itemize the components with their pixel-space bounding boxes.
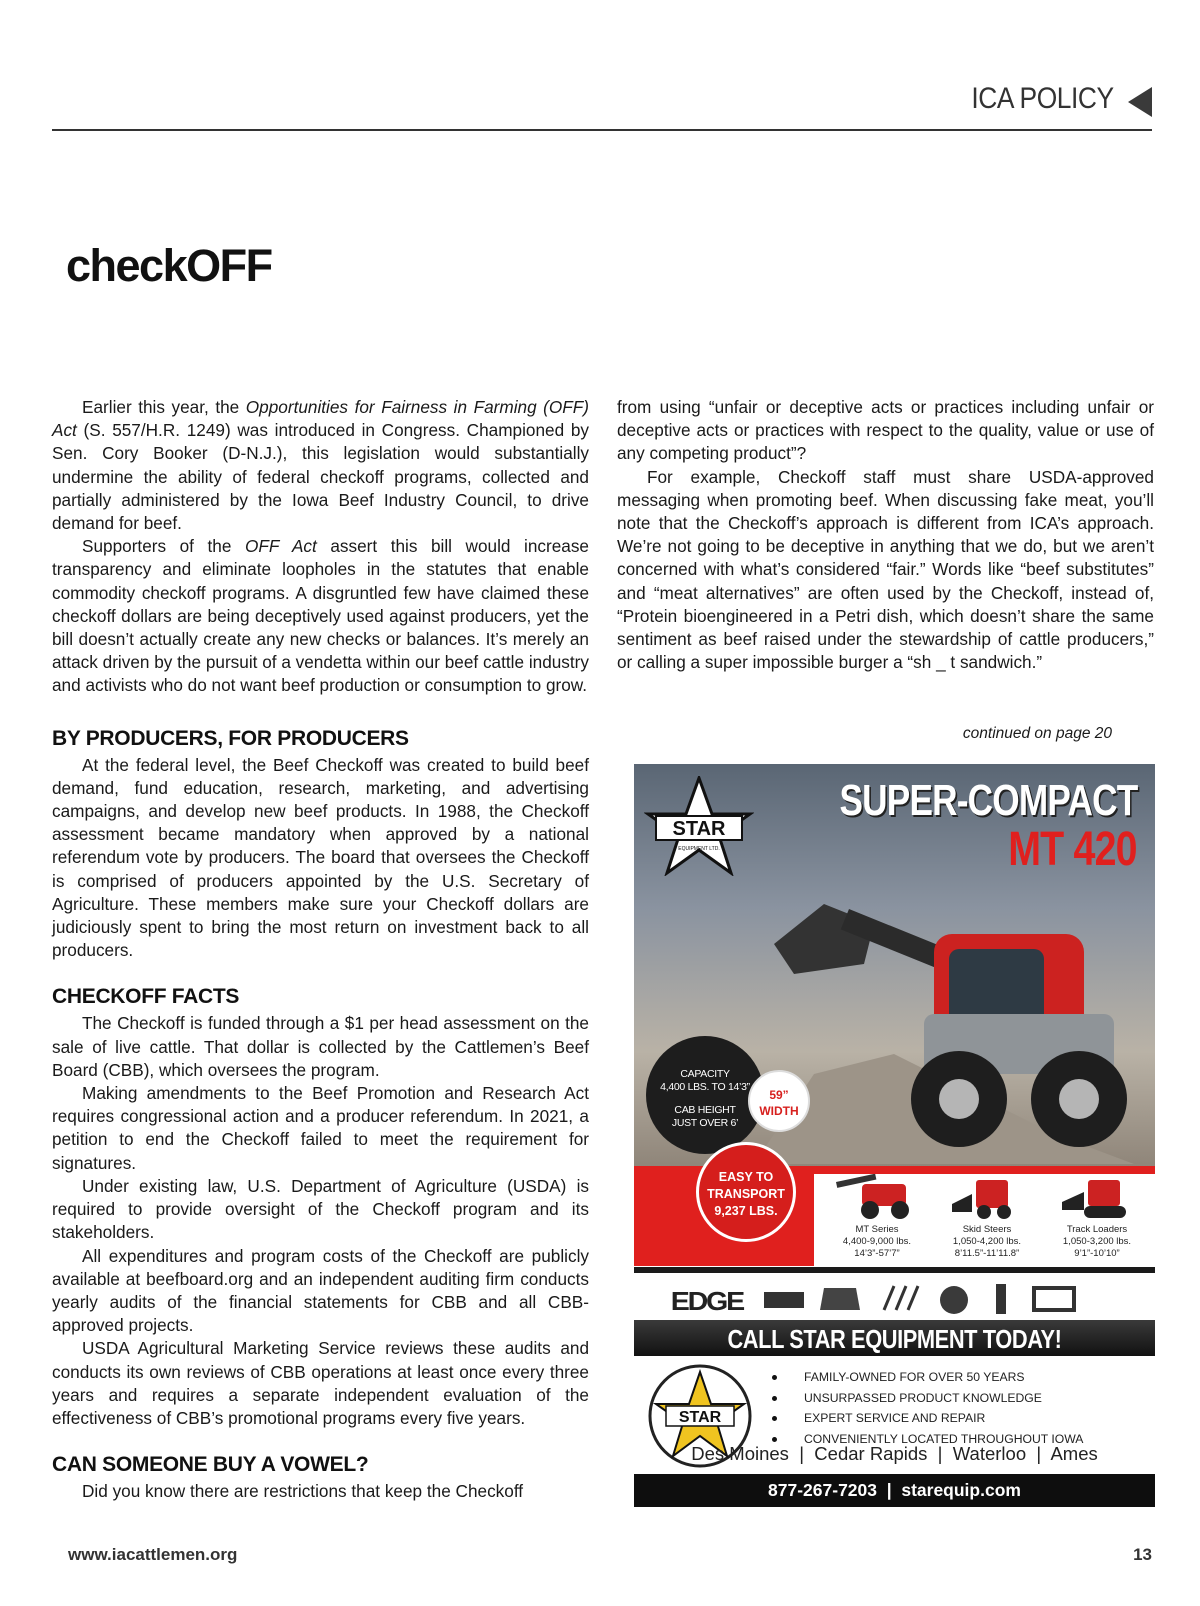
intro-paragraph-2 (52, 535, 589, 697)
transport-line-3: 9,237 LBS. (714, 1204, 778, 1218)
article-column-right (617, 396, 1154, 674)
product-spec: 14’3”-57’7” (854, 1248, 900, 1259)
transport-line-2: TRANSPORT (707, 1187, 785, 1201)
vowel-paragraph: Did you know there are restrictions that keep the Checkoff (82, 1481, 524, 1502)
svg-text:STAR: STAR (672, 818, 726, 840)
article-title: checkOFF (66, 240, 272, 291)
capacity-badge (646, 1036, 764, 1154)
edge-logo: EDGE (670, 1286, 743, 1316)
capacity-label: CAPACITY (680, 1068, 730, 1080)
section-header-title: ICA POLICY (971, 82, 1114, 115)
arrow-left-icon (1128, 87, 1152, 117)
intro-p1-act-name: Opportunities for Fairness in Farming (OFF) Act (52, 397, 589, 441)
ad-bullet: FAMILY-OWNED FOR OVER 50 YEARS (764, 1367, 1083, 1388)
transport-badge (696, 1142, 796, 1242)
product-name: MT Series (855, 1224, 899, 1235)
transport-line-1: EASY TO (718, 1170, 774, 1184)
width-value: 59” (769, 1088, 789, 1102)
product-spec: 1,050-3,200 lbs. (1062, 1236, 1132, 1247)
ad-bullet: UNSURPASSED PRODUCT KNOWLEDGE (764, 1388, 1083, 1409)
article-column-left (52, 396, 589, 1503)
star-logo-icon (644, 776, 754, 876)
capacity-value: 4,400 LBS. TO 14’3” (660, 1081, 750, 1093)
heading-facts: CHECKOFF FACTS (52, 985, 240, 1009)
product-spec: 8’11.5”-11’11.8” (954, 1248, 1020, 1259)
facts-paragraph-2: Making amendments to the Beef Promotion and Research Act requires congressional action and a producer referendum. In 2021, a petition to end the Checkoff failed to meet the requirement for signatures. (52, 1083, 589, 1173)
telehandler-icon (832, 1174, 922, 1220)
product-name: Skid Steers (962, 1224, 1012, 1235)
product-track-loaders (1042, 1174, 1152, 1260)
facts-paragraph-5: USDA Agricultural Marketing Service reviews these audits and conducts its own reviews of CBB operations at least once every three years and requires a separate independent evaluation of the effectiveness of CBB’s promotional programs every five years. (52, 1338, 589, 1428)
facts-paragraph-3: Under existing law, U.S. Department of Agriculture (USDA) is required to provide oversight of the Checkoff program and its stakeholders. (52, 1175, 589, 1243)
svg-text:EQUIPMENT LTD.: EQUIPMENT LTD. (678, 846, 720, 852)
col2-paragraph-1: from using “unfair or deceptive acts or practices including unfair or deceptive acts or practices with respect to the quality, value or use of any competing product”? (617, 397, 1154, 464)
call-to-action-bar (634, 1320, 1155, 1356)
cab-height-label: CAB HEIGHT (674, 1104, 736, 1116)
col2-paragraph-2: For example, Checkoff staff must share USDA-approved messaging when promoting beef. When discussing fake meat, you’ll note that the Checkoff’s approach is different from ICA’s approach. We’re not going to be deceptive in anything that we do, but we aren’t concerned with what’s considered “fair.” Words like “beef substitutes” and “meat alternatives” are often used by the Checkoff, instead of, “Protein bioengineered in a Petri dish, which doesn’t share the same sentiment as beef raised under the stewardship of cattle producers,” or calling a super impossible burger a “sh _ t sandwich.” (617, 466, 1154, 673)
ad-contact-text: 877-267-7203 | starequip.com (768, 1480, 1021, 1500)
svg-text:STAR: STAR (678, 1409, 722, 1426)
intro-p1-lead: Earlier this year, the (82, 397, 246, 417)
ad-locations: Des Moines | Cedar Rapids | Waterloo | Ames (691, 1443, 1098, 1464)
width-badge (748, 1070, 810, 1132)
ad-bullet-list (764, 1367, 1083, 1449)
intro-p2-rest: assert this bill would increase transparency and eliminate loopholes in the statutes that enable commodity checkoff programs. A disgruntled few have claimed these checkoff dollars are being deceptively used against producers, yet the bill doesn’t actually create any new checks or balances. It’s merely an attack driven by the pursuit of a vendetta within our beef cattle industry and activists who do not want beef production or consumption to grow. (52, 536, 589, 696)
product-spec: 4,400-9,000 lbs. (842, 1236, 912, 1247)
call-to-action-text: CALL STAR EQUIPMENT TODAY! (727, 1324, 1062, 1354)
intro-paragraph-1 (52, 396, 589, 535)
ad-bullet: CONVENIENTLY LOCATED THROUGHOUT IOWA (764, 1429, 1083, 1450)
intro-p2-act-name: OFF Act (244, 536, 317, 557)
facts-paragraph-1: The Checkoff is funded through a $1 per head assessment on the sale of live cattle. That dollar is collected by the Cattlemen’s Beef Board (CBB), which oversees the program. (52, 1013, 589, 1080)
ad-headline-1: SUPER-COMPACT (839, 776, 1137, 825)
footer-website: www.iacattlemen.org (68, 1545, 238, 1564)
telehandler-image (754, 864, 1134, 1164)
product-mt-series (822, 1174, 932, 1260)
page-number: 13 (1133, 1545, 1152, 1564)
heading-producers: BY PRODUCERS, FOR PRODUCERS (52, 726, 409, 750)
product-spec: 1,050-4,200 lbs. (952, 1236, 1022, 1247)
skid-steer-icon (942, 1174, 1032, 1220)
track-loader-icon (1052, 1174, 1142, 1220)
attachments-row (634, 1276, 1155, 1320)
width-label: WIDTH (759, 1104, 799, 1118)
cab-height-value: JUST OVER 6’ (671, 1117, 739, 1129)
product-spec: 9’1”-10’10” (1074, 1248, 1120, 1259)
facts-paragraph-4: All expenditures and program costs of the Checkoff are publicly available at beefboard.org and an independent auditing firm conducts yearly audits of the financial statements for CBB and all CBB-approved projects. (52, 1245, 589, 1336)
ad-contact-bar (634, 1474, 1155, 1507)
continued-note: continued on page 20 (962, 725, 1112, 742)
ad-divider (634, 1267, 1155, 1273)
ad-headline-2: MT 420 (1008, 823, 1137, 876)
product-name: Track Loaders (1066, 1224, 1128, 1235)
star-equipment-ad (634, 764, 1155, 1507)
product-skid-steers (932, 1174, 1042, 1260)
intro-p2-lead: Supporters of the (82, 536, 245, 557)
intro-p1-rest: (S. 557/H.R. 1249) was introduced in Congress. Championed by Sen. Cory Booker (D-N.J.), this legislation would substantially undermine the ability of federal checkoff programs, collected and partially administered by the Iowa Beef Industry Council, to drive demand for beef. (52, 420, 589, 534)
header-rule (52, 129, 1152, 131)
producers-paragraph: At the federal level, the Beef Checkoff was created to build beef demand, fund education, research, marketing, and advertising campaigns, and develop new beef products. In 1988, the Checkoff assessment became mandatory when approved by a national referendum vote by producers. The board that oversees the Checkoff is comprised of producers appointed by the U.S. Secretary of Agriculture. These members make sure your Checkoff dollars are judiciously spent to bring the most return on investment back to all producers. (52, 754, 589, 961)
attachment-icons (764, 1282, 1134, 1316)
heading-vowel: CAN SOMEONE BUY A VOWEL? (52, 1453, 369, 1477)
ad-bullet: EXPERT SERVICE AND REPAIR (764, 1408, 1083, 1429)
